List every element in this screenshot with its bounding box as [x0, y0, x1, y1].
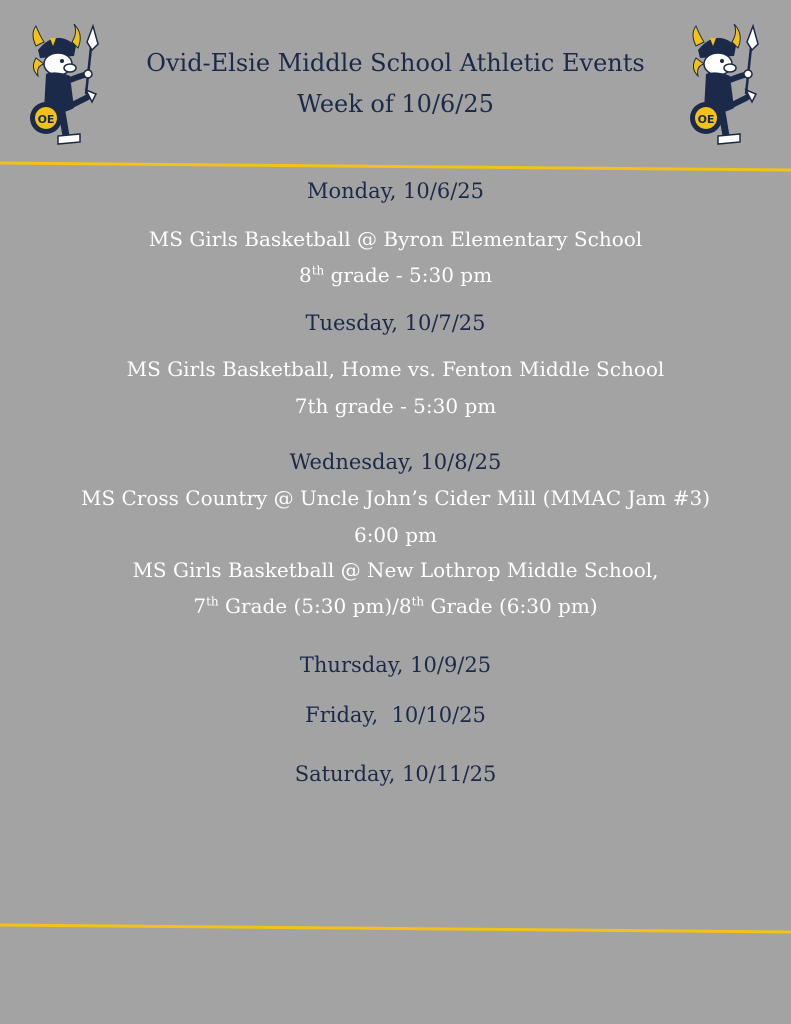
event-wednesday-2-time: 7th Grade (5:30 pm)/8th Grade (6:30 pm)	[193, 594, 598, 618]
event-wednesday-2: MS Girls Basketball @ New Lothrop Middle School,	[132, 558, 659, 582]
viking-mascot-icon	[26, 24, 104, 148]
day-heading-monday: Monday, 10/6/25	[306, 179, 484, 203]
event-monday-1: MS Girls Basketball @ Byron Elementary School	[148, 227, 643, 251]
svg-text:OE: OE	[37, 113, 55, 126]
event-tuesday-1: MS Girls Basketball, Home vs. Fenton Middle School	[126, 357, 665, 381]
event-monday-1-time: 8th grade - 5:30 pm	[298, 263, 493, 287]
event-wednesday-1: MS Cross Country @ Uncle John’s Cider Mill (MMAC Jam #3)	[80, 486, 711, 510]
event-tuesday-1-time: 7th grade - 5:30 pm	[294, 394, 497, 418]
svg-text:OE: OE	[697, 113, 715, 126]
event-wednesday-1-time: 6:00 pm	[353, 523, 438, 547]
viking-mascot-icon	[686, 24, 764, 148]
day-heading-saturday: Saturday, 10/11/25	[294, 762, 497, 786]
top-divider	[0, 160, 791, 174]
day-heading-wednesday: Wednesday, 10/8/25	[289, 450, 502, 474]
day-heading-tuesday: Tuesday, 10/7/25	[305, 311, 486, 335]
page-subtitle: Week of 10/6/25	[297, 90, 494, 118]
day-heading-thursday: Thursday, 10/9/25	[299, 653, 492, 677]
day-heading-friday: Friday, 10/10/25	[305, 703, 486, 727]
page-title: Ovid-Elsie Middle School Athletic Events	[146, 49, 645, 77]
bottom-divider	[0, 922, 791, 936]
